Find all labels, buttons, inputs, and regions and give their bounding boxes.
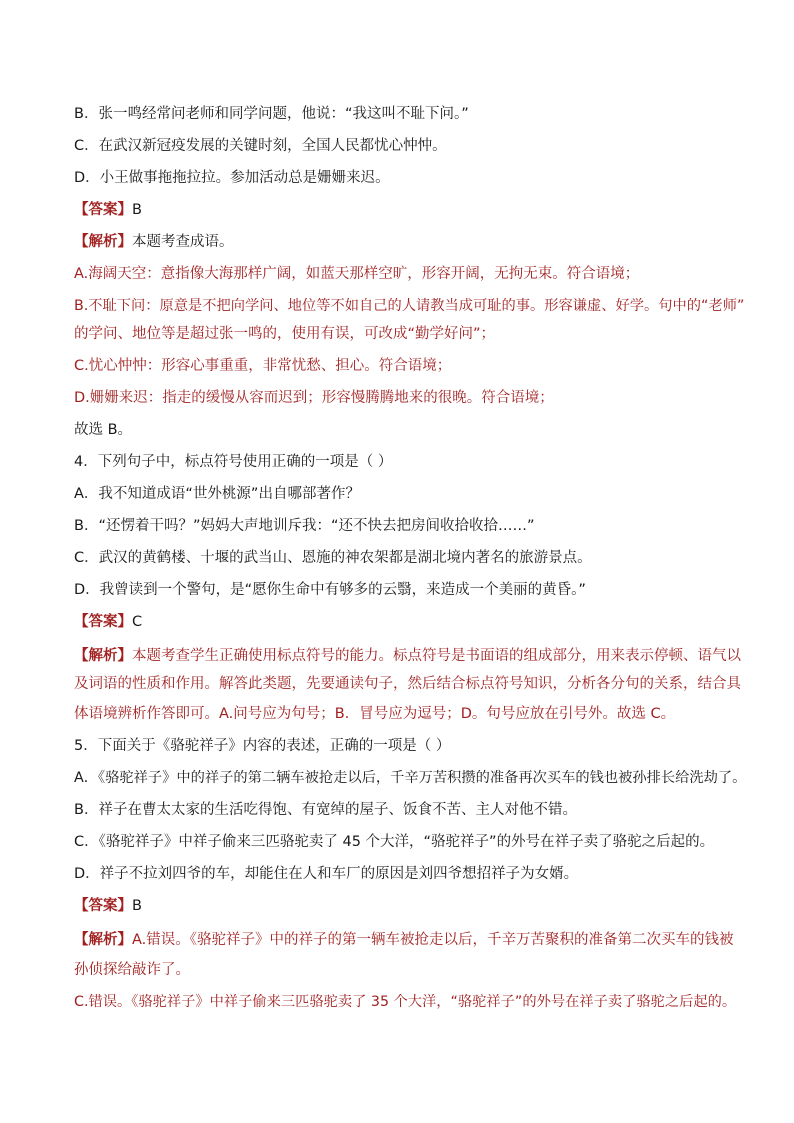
analysis-text: 本题考查学生正确使用标点符号的能力。标点符号是书面语的组成部分，用来表示停顿、语气以 xyxy=(132,648,741,664)
analysis-tag: 【解析】 xyxy=(74,932,132,948)
answer-tag: 【答案】 xyxy=(74,614,132,630)
q3-option-d: D．小王做事拖拖拉拉。参加活动总是姗姗来迟。 xyxy=(74,170,390,186)
q3-analysis-b-line1: B.不耻下问：原意是不把向学问、地位等不如自己的人请教当成可耻的事。形容谦虚、好学。句中的“老师” xyxy=(74,298,745,314)
q5-stem: 5．下面关于《骆驼祥子》内容的表述，正确的一项是（ ） xyxy=(74,738,451,754)
q4-analysis-line1 xyxy=(74,646,741,666)
q4-analysis-line2: 及词语的性质和作用。解答此类题，先要通读句子，然后结合标点符号知识，分析各分句的关系，结合具 xyxy=(74,676,741,692)
q4-option-c: C．武汉的黄鹤楼、十堰的武当山、恩施的神农架都是湖北境内著名的旅游景点。 xyxy=(74,550,592,566)
q5-analysis-line1 xyxy=(74,930,734,950)
q4-option-b: B．“还愣着干吗？”妈妈大声地训斥我：“还不快去把房间收拾收拾……” xyxy=(74,518,535,534)
q3-analysis-c: C.忧心忡忡：形容心事重重，非常忧愁、担心。符合语境； xyxy=(74,358,452,374)
analysis-intro: 本题考查成语。 xyxy=(132,234,234,250)
q3-answer xyxy=(74,200,734,220)
analysis-tag: 【解析】 xyxy=(74,648,132,664)
answer-value: B xyxy=(132,202,142,218)
q3-option-c: C．在武汉新冠疫发展的关键时刻，全国人民都忧心忡忡。 xyxy=(74,138,447,154)
q5-option-d: D．祥子不拉刘四爷的车，却能住在人和车厂的原因是刘四爷想招祥子为女婿。 xyxy=(74,866,579,882)
q3-analysis-b-line2: 的学问、地位等是超过张一鸣的，使用有误，可改成“勤学好问”； xyxy=(74,326,496,342)
q5-analysis-line2: 孙侦探给敲诈了。 xyxy=(74,962,190,978)
analysis-text: A.错误。《骆驼祥子》中的祥子的第一辆车被抢走以后，千辛万苦聚积的准备第二次买车的钱被 xyxy=(132,932,734,948)
answer-tag: 【答案】 xyxy=(74,898,132,914)
q3-analysis-a: A.海阔天空：意指像大海那样广阔，如蓝天那样空旷，形容开阔，无拘无束。符合语境； xyxy=(74,266,640,282)
analysis-tag: 【解析】 xyxy=(74,234,132,250)
q5-answer xyxy=(74,896,734,916)
q5-option-b: B．祥子在曹太太家的生活吃得饱、有宽绰的屋子、饭食不苦、主人对他不错。 xyxy=(74,802,577,818)
answer-value: C xyxy=(132,614,143,630)
q3-option-b: B．张一鸣经常问老师和同学问题，他说：“我这叫不耻下问。” xyxy=(74,106,469,122)
q4-answer xyxy=(74,612,734,632)
answer-value: B xyxy=(132,898,142,914)
answer-tag: 【答案】 xyxy=(74,202,132,218)
q3-conclusion: 故选 B。 xyxy=(74,422,133,438)
q4-stem: 4．下列句子中，标点符号使用正确的一项是（ ） xyxy=(74,454,393,470)
q4-analysis-line3: 体语境辨析作答即可。A.问号应为句号；B．冒号应为逗号；D。句号应放在引号外。故选 C。 xyxy=(74,706,676,722)
q3-analysis xyxy=(74,232,734,252)
q5-option-c: C．《骆驼祥子》中祥子偷来三匹骆驼卖了 45 个大洋，“骆驼祥子”的外号在祥子卖了骆驼之后起的。 xyxy=(74,834,715,850)
q4-option-a: A．我不知道成语“世外桃源”出自哪部著作？ xyxy=(74,486,360,502)
q4-option-d: D．我曾读到一个警句，是“愿你生命中有够多的云翳，来造成一个美丽的黄昏。” xyxy=(74,582,586,598)
q5-option-a: A．《骆驼祥子》中的祥子的第二辆车被抢走以后，千辛万苦积攒的准备再次买车的钱也被孙排长给洗劫了。 xyxy=(74,770,747,786)
q3-analysis-d: D.姗姗来迟：指走的缓慢从容而迟到；形容慢腾腾地来的很晚。符合语境； xyxy=(74,390,554,406)
q5-analysis-line3: C.错误。《骆驼祥子》中祥子偷来三匹骆驼卖了 35 个大洋，“骆驼祥子”的外号在祥子卖了骆驼之后起的。 xyxy=(74,994,737,1010)
